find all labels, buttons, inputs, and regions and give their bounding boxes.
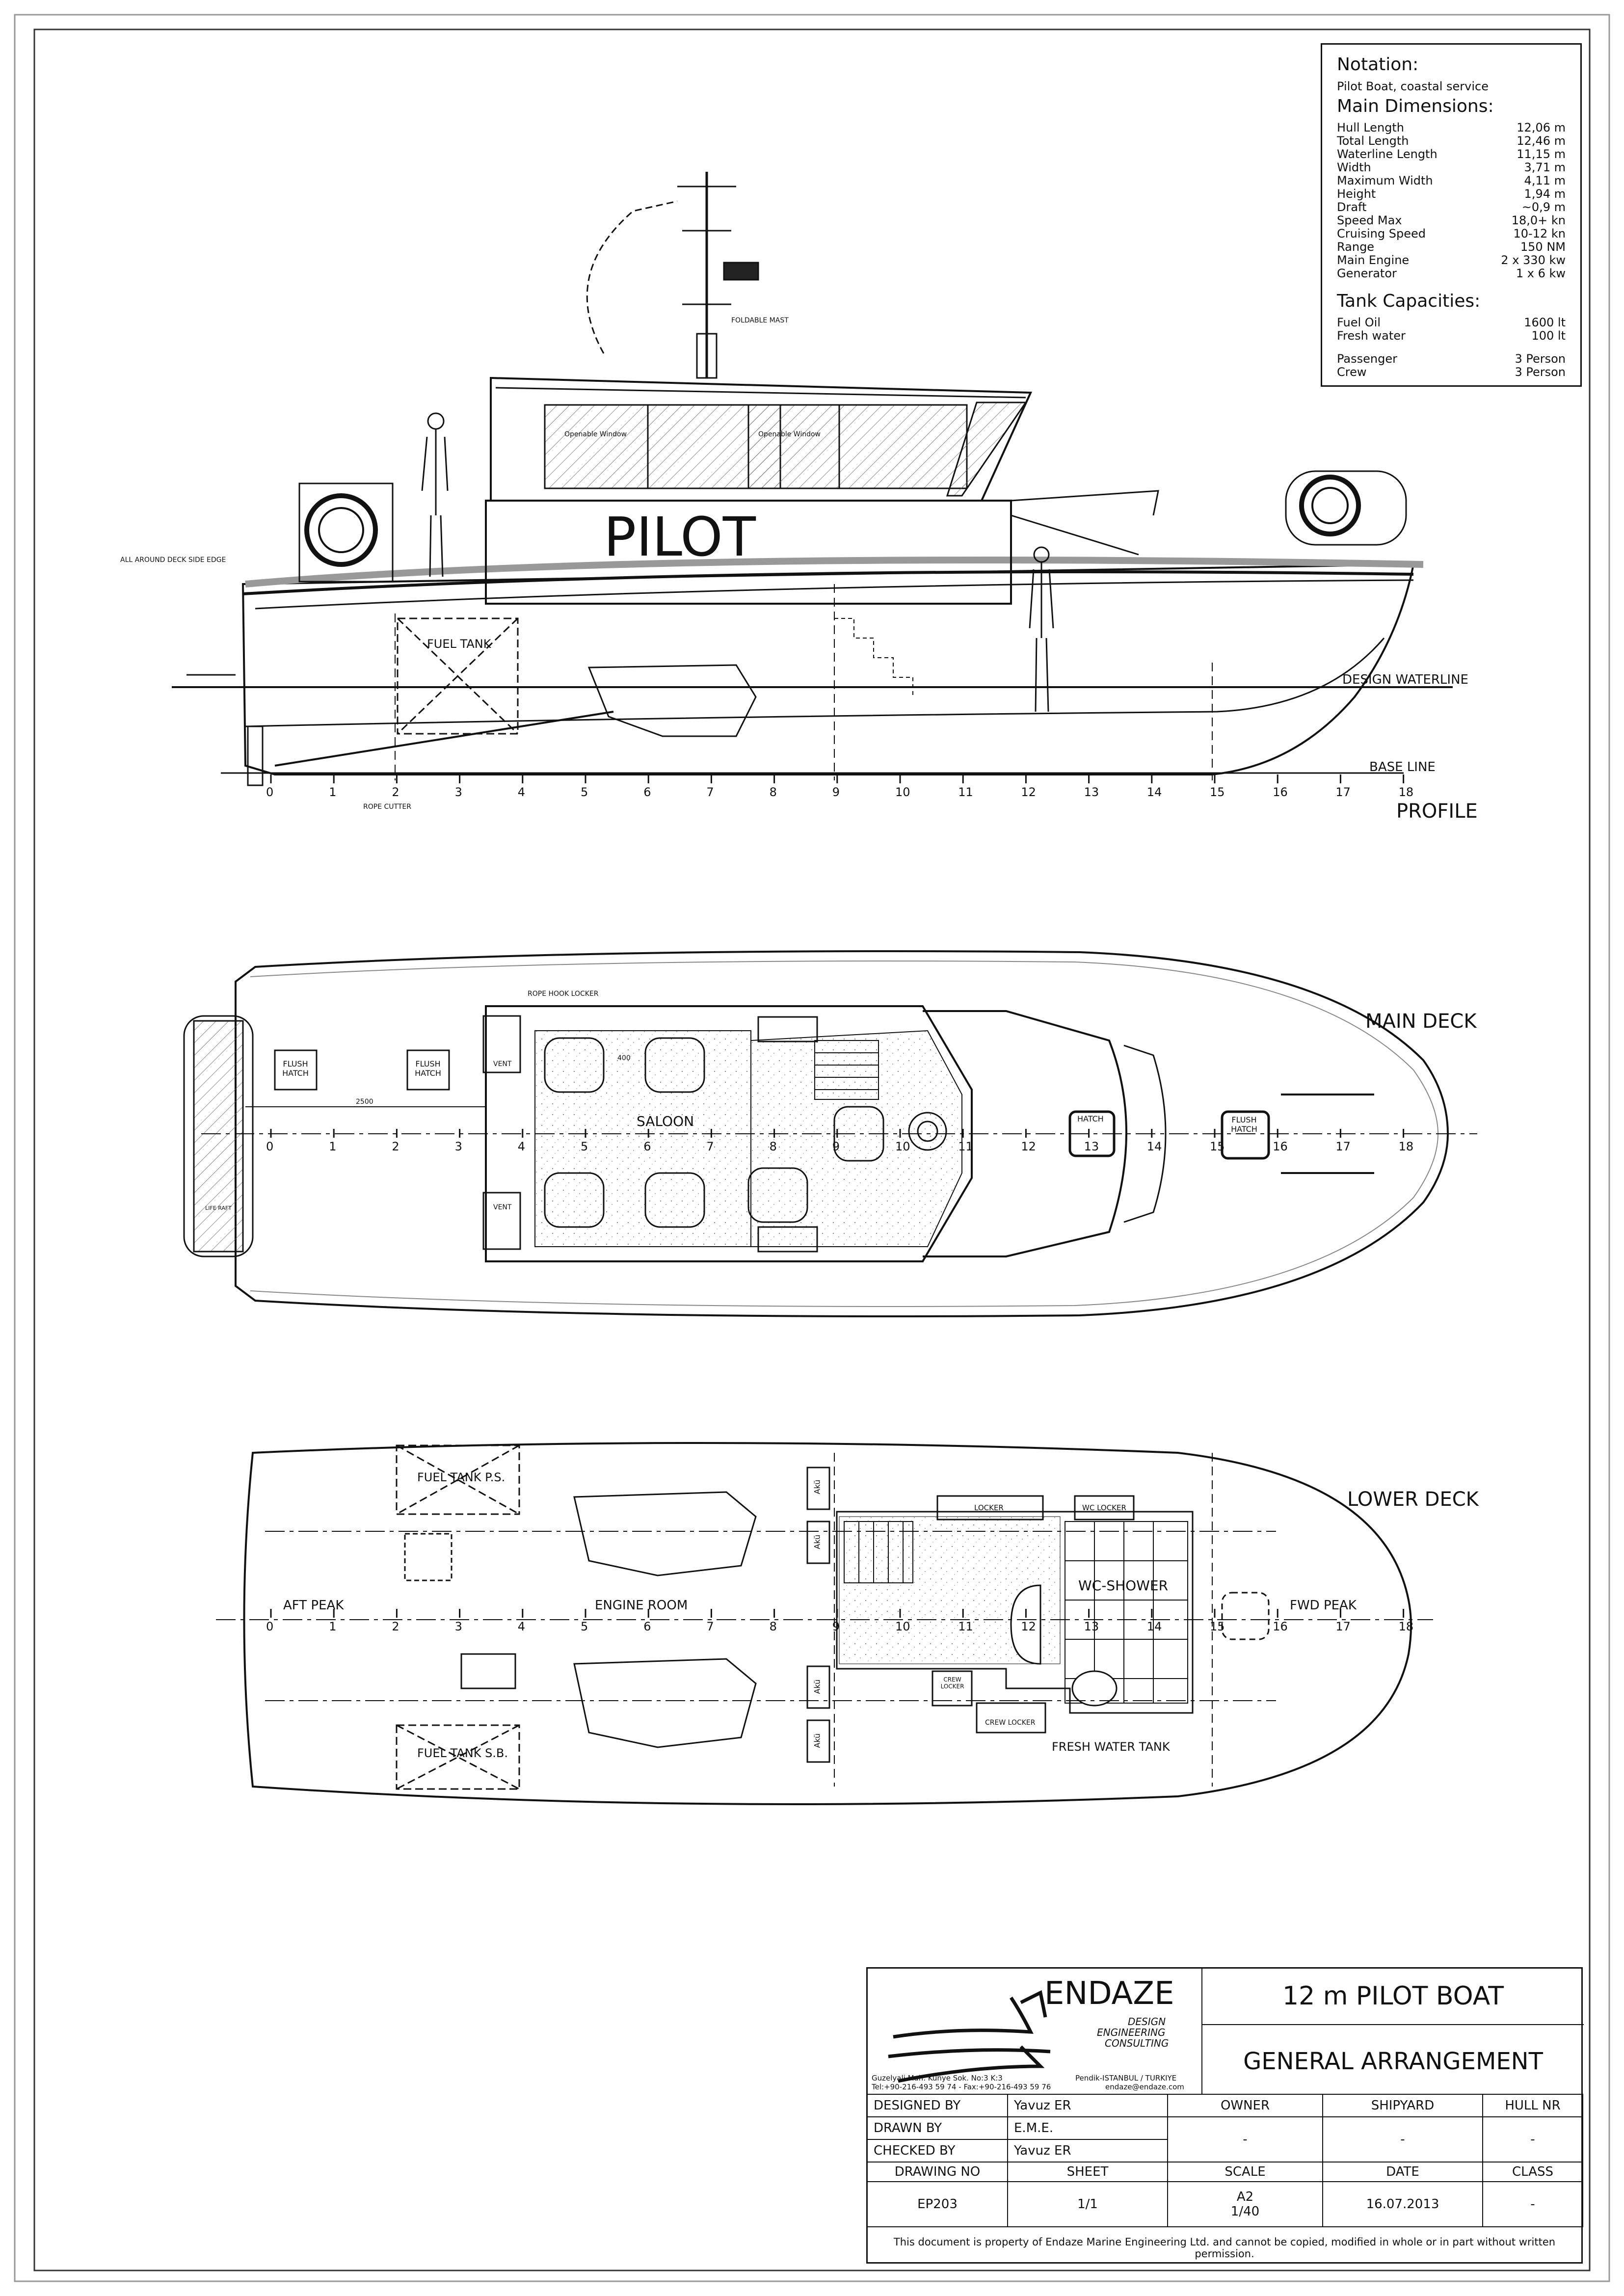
main-deck-view-title: MAIN DECK: [1365, 1010, 1477, 1033]
hull-nr-value: -: [1483, 2117, 1583, 2162]
main-deck-frame-number: 15: [1210, 1140, 1225, 1153]
lower-deck-frame-number: 5: [581, 1620, 588, 1633]
lower-deck-frame-number: 13: [1084, 1620, 1099, 1633]
dimension-row: [1337, 227, 1566, 240]
company-address-1: Guzelyali Mah. Kunye Sok. No:3 K:3: [872, 2074, 1003, 2082]
saloon-label: SALOON: [637, 1113, 694, 1129]
company-name: ENDAZE: [1044, 1976, 1174, 2012]
lower-deck-frame-number: 3: [454, 1620, 462, 1633]
lower-deck-frame-number: 8: [769, 1620, 777, 1633]
main-deck-frame-number: 11: [958, 1140, 973, 1153]
main-deck-view: [184, 951, 1477, 1316]
lower-deck-frame-number: 2: [392, 1620, 399, 1633]
lower-deck-frame-number: 7: [706, 1620, 714, 1633]
date-value: 16.07.2013: [1323, 2182, 1483, 2227]
tank-value: 100 lt: [1531, 329, 1566, 343]
battery-label-3: Akü: [812, 1679, 822, 1694]
locker-label: LOCKER: [974, 1503, 1004, 1512]
project-name: 12 m PILOT BOAT: [1282, 1981, 1504, 2011]
dimension-row: [1337, 174, 1566, 187]
dimension-label: Draft: [1337, 200, 1367, 214]
flush-hatch-label-1: FLUSH HATCH: [282, 1059, 309, 1078]
window-label-right: Openable Window: [758, 430, 821, 438]
foldable-mast-label: FOLDABLE MAST: [731, 317, 789, 324]
scale-value: 1/40: [1230, 2204, 1260, 2219]
date-label: DATE: [1323, 2162, 1483, 2182]
lower-deck-frame-number: 16: [1273, 1620, 1288, 1633]
disclaimer: This document is property of Endaze Marine Engineering Ltd. and cannot be copied, modified in whole or in part without written permission.: [893, 2236, 1556, 2260]
designed-by-value: Yavuz ER: [1008, 2094, 1168, 2117]
title-block-table: [867, 2094, 1583, 2227]
battery-label-1: Akü: [812, 1479, 822, 1495]
hatch-label: HATCH: [1077, 1114, 1104, 1123]
tank-capacities-list: [1337, 316, 1566, 343]
main-deck-frame-number: 10: [895, 1140, 910, 1153]
main-deck-frame-number: 4: [517, 1140, 526, 1153]
engine-room-label: ENGINE ROOM: [595, 1598, 688, 1613]
checked-by-label: CHECKED BY: [867, 2139, 1008, 2162]
profile-frame-number: 11: [958, 785, 973, 799]
dimension-value: 10-12 kn: [1513, 227, 1566, 240]
dimension-row: [1337, 254, 1566, 267]
dimension-label: Height: [1337, 187, 1376, 201]
profile-frame-number: 10: [895, 785, 910, 799]
main-deck-frame-number: 2: [392, 1140, 399, 1153]
dimension-row: [1337, 148, 1566, 161]
main-deck-frame-number: 13: [1084, 1140, 1099, 1153]
profile-view: [172, 172, 1453, 785]
vent-label-1: VENT: [493, 1060, 512, 1068]
shipyard-value: -: [1323, 2117, 1483, 2162]
drawing-no-label: DRAWING NO: [867, 2162, 1008, 2182]
main-deck-frame-number: 7: [706, 1140, 714, 1153]
profile-frame-number: 0: [266, 785, 274, 799]
company-city: Pendik-ISTANBUL / TURKIYE: [1075, 2074, 1177, 2082]
tank-label: Fresh water: [1337, 329, 1406, 343]
designed-by-label: DESIGNED BY: [867, 2094, 1008, 2117]
aft-peak-label: AFT PEAK: [283, 1598, 344, 1613]
fresh-water-tank-label: FRESH WATER TANK: [1052, 1740, 1170, 1754]
battery-label-4: Akü: [812, 1733, 822, 1748]
crew-locker-label: CREW LOCKER: [985, 1719, 1036, 1727]
fuel-tank-ps-label: FUEL TANK P.S.: [417, 1470, 506, 1484]
person-label: Passenger: [1337, 352, 1397, 366]
person-label: Crew: [1337, 365, 1367, 379]
main-deck-frame-number: 5: [581, 1140, 588, 1153]
tank-value: 1600 lt: [1524, 316, 1566, 329]
project-cell: [1201, 1969, 1584, 2025]
main-dimensions-list: [1337, 121, 1566, 280]
pilot-hull-marking: PILOT: [604, 506, 756, 568]
persons-list: [1337, 352, 1566, 379]
dimension-row: [1337, 201, 1566, 214]
company-tagline-consulting: CONSULTING: [1105, 2037, 1169, 2049]
person-value: 3 Person: [1515, 365, 1566, 379]
window-label-left: Openable Window: [564, 430, 627, 438]
dimension-label: Speed Max: [1337, 214, 1402, 227]
owner-label: OWNER: [1168, 2094, 1323, 2117]
profile-frame-number: 7: [706, 785, 714, 799]
main-deck-frame-number: 6: [643, 1140, 651, 1153]
dimension-row: [1337, 161, 1566, 174]
drawn-by-label: DRAWN BY: [867, 2117, 1008, 2139]
profile-frame-number: 12: [1021, 785, 1036, 799]
dimension-value: 1,94 m: [1524, 187, 1566, 201]
dimension-label: Maximum Width: [1337, 174, 1433, 187]
company-address-2: Tel:+90-216-493 59 74 - Fax:+90-216-493 59 76: [872, 2082, 1051, 2091]
profile-frame-number: 17: [1335, 785, 1351, 799]
tank-row: [1337, 329, 1566, 343]
fwd-peak-label: FWD PEAK: [1290, 1598, 1357, 1613]
liferaft-label: LIFE RAFT: [205, 1205, 232, 1211]
profile-frame-number: 8: [769, 785, 777, 799]
dimension-value: 3,71 m: [1524, 160, 1566, 174]
hull-nr-label: HULL NR: [1483, 2094, 1583, 2117]
flush-hatch-label-2: FLUSH HATCH: [415, 1059, 441, 1078]
base-line-label: BASE LINE: [1369, 760, 1436, 774]
wc-locker-label: WC LOCKER: [1082, 1503, 1126, 1512]
tank-capacities-title: Tank Capacities:: [1337, 291, 1481, 311]
main-deck-frame-number: 9: [832, 1140, 840, 1153]
person-value: 3 Person: [1515, 352, 1566, 366]
dimension-label: Waterline Length: [1337, 147, 1438, 161]
profile-frame-number: 3: [454, 785, 462, 799]
lower-deck-frame-number: 0: [266, 1620, 274, 1633]
dimension-value: ~0,9 m: [1521, 200, 1566, 214]
sheet-value: 1/1: [1008, 2182, 1168, 2227]
person-row: [1337, 366, 1566, 379]
profile-frame-number: 1: [329, 785, 337, 799]
lower-deck-frame-number: 12: [1021, 1620, 1036, 1633]
vent-label-2: VENT: [493, 1203, 512, 1211]
lower-deck-frame-number: 11: [958, 1620, 973, 1633]
lower-deck-frame-number: 15: [1210, 1620, 1225, 1633]
lower-deck-frame-number: 1: [329, 1620, 337, 1633]
drawing-title: GENERAL ARRANGEMENT: [1243, 2048, 1543, 2075]
drawn-by-value: E.M.E.: [1008, 2117, 1168, 2139]
tank-row: [1337, 316, 1566, 329]
dimension-400: 400: [617, 1054, 631, 1062]
main-deck-frame-number: 8: [769, 1140, 777, 1153]
dimension-row: [1337, 214, 1566, 227]
profile-frame-number: 15: [1210, 785, 1225, 799]
main-deck-frame-number: 18: [1398, 1140, 1414, 1153]
deck-side-edge-label: ALL AROUND DECK SIDE EDGE: [120, 556, 226, 564]
dimension-value: 12,06 m: [1517, 121, 1566, 134]
crew-locker-small-label: CREW LOCKER: [940, 1676, 964, 1690]
scale-cell: [1168, 2182, 1323, 2227]
dimension-value: 150 NM: [1520, 240, 1566, 254]
main-deck-frame-number: 12: [1021, 1140, 1036, 1153]
main-deck-frame-number: 16: [1273, 1140, 1288, 1153]
profile-frame-number: 16: [1273, 785, 1288, 799]
dimension-value: 4,11 m: [1524, 174, 1566, 187]
profile-frame-number: 4: [517, 785, 526, 799]
profile-view-title: PROFILE: [1396, 800, 1478, 823]
dimension-row: [1337, 267, 1566, 280]
notation-title: Notation:: [1337, 54, 1419, 75]
dimension-label: Range: [1337, 240, 1375, 254]
lower-deck-frame-number: 10: [895, 1620, 910, 1633]
dimension-label: Cruising Speed: [1337, 227, 1426, 240]
rope-hook-locker-label: ROPE HOOK LOCKER: [528, 990, 599, 998]
profile-frame-number: 2: [392, 785, 399, 799]
main-deck-frame-number: 17: [1335, 1140, 1351, 1153]
owner-value: -: [1168, 2117, 1323, 2162]
dimension-value: 11,15 m: [1517, 147, 1566, 161]
profile-fuel-tank-label: FUEL TANK: [427, 637, 491, 651]
dimension-row: [1337, 134, 1566, 148]
dimension-label: Generator: [1337, 267, 1397, 280]
tank-label: Fuel Oil: [1337, 316, 1381, 329]
sheet-label: SHEET: [1008, 2162, 1168, 2182]
dimension-label: Width: [1337, 160, 1371, 174]
profile-frame-number: 14: [1146, 785, 1162, 799]
wc-shower-label: WC-SHOWER: [1078, 1577, 1169, 1594]
checked-by-value: Yavuz ER: [1008, 2139, 1168, 2162]
dimension-label: Total Length: [1337, 134, 1409, 148]
main-dimensions-title: Main Dimensions:: [1337, 96, 1494, 116]
profile-frame-number: 9: [832, 785, 840, 799]
lower-deck-frame-number: 9: [832, 1620, 840, 1633]
dimension-label: Hull Length: [1337, 121, 1405, 134]
lower-deck-frame-number: 18: [1398, 1620, 1414, 1633]
notation-text: Pilot Boat, coastal service: [1337, 80, 1489, 93]
lower-deck-frame-number: 4: [517, 1620, 526, 1633]
fwd-flush-hatch-label: FLUSH HATCH: [1231, 1115, 1257, 1134]
class-label: CLASS: [1483, 2162, 1583, 2182]
dimension-value: 18,0+ kn: [1511, 214, 1566, 227]
lower-deck-frame-number: 6: [643, 1620, 651, 1633]
battery-label-2: Akü: [812, 1534, 822, 1549]
dimension-value: 2 x 330 kw: [1501, 253, 1566, 267]
shipyard-label: SHIPYARD: [1323, 2094, 1483, 2117]
title-block: [866, 1967, 1583, 2264]
lower-deck-view-title: LOWER DECK: [1347, 1488, 1479, 1511]
main-deck-frame-number: 3: [454, 1140, 462, 1153]
fuel-tank-sb-label: FUEL TANK S.B.: [417, 1746, 508, 1760]
class-value: -: [1483, 2182, 1583, 2227]
main-deck-frame-number: 0: [266, 1140, 274, 1153]
drawing-no-value: EP203: [867, 2182, 1008, 2227]
notation-panel: [1321, 43, 1582, 387]
rope-cutter-label: ROPE CUTTER: [363, 803, 411, 811]
company-tagline-engineering: ENGINEERING: [1097, 2027, 1166, 2038]
lower-deck-frame-number: 17: [1335, 1620, 1351, 1633]
dimension-row: [1337, 121, 1566, 134]
profile-frame-number: 13: [1084, 785, 1099, 799]
scale-paper: A2: [1236, 2189, 1254, 2204]
profile-frame-number: 6: [643, 785, 651, 799]
main-deck-frame-number: 14: [1146, 1140, 1162, 1153]
dimension-row: [1337, 187, 1566, 201]
scale-label: SCALE: [1168, 2162, 1323, 2182]
lower-deck-frame-number: 14: [1146, 1620, 1162, 1633]
dimension-label: Main Engine: [1337, 253, 1410, 267]
dimension-2500: 2500: [356, 1098, 373, 1106]
company-tagline-design: DESIGN: [1128, 2016, 1166, 2028]
profile-frame-number: 18: [1398, 785, 1414, 799]
dimension-row: [1337, 240, 1566, 254]
drawing-title-cell: [1201, 2024, 1584, 2094]
design-waterline-label: DESIGN WATERLINE: [1342, 672, 1468, 687]
dimension-value: 1 x 6 kw: [1516, 267, 1566, 280]
dimension-value: 12,46 m: [1517, 134, 1566, 148]
main-deck-frame-number: 1: [329, 1140, 337, 1153]
company-email: endaze@endaze.com: [1105, 2082, 1184, 2091]
person-row: [1337, 352, 1566, 366]
profile-frame-number: 5: [581, 785, 588, 799]
